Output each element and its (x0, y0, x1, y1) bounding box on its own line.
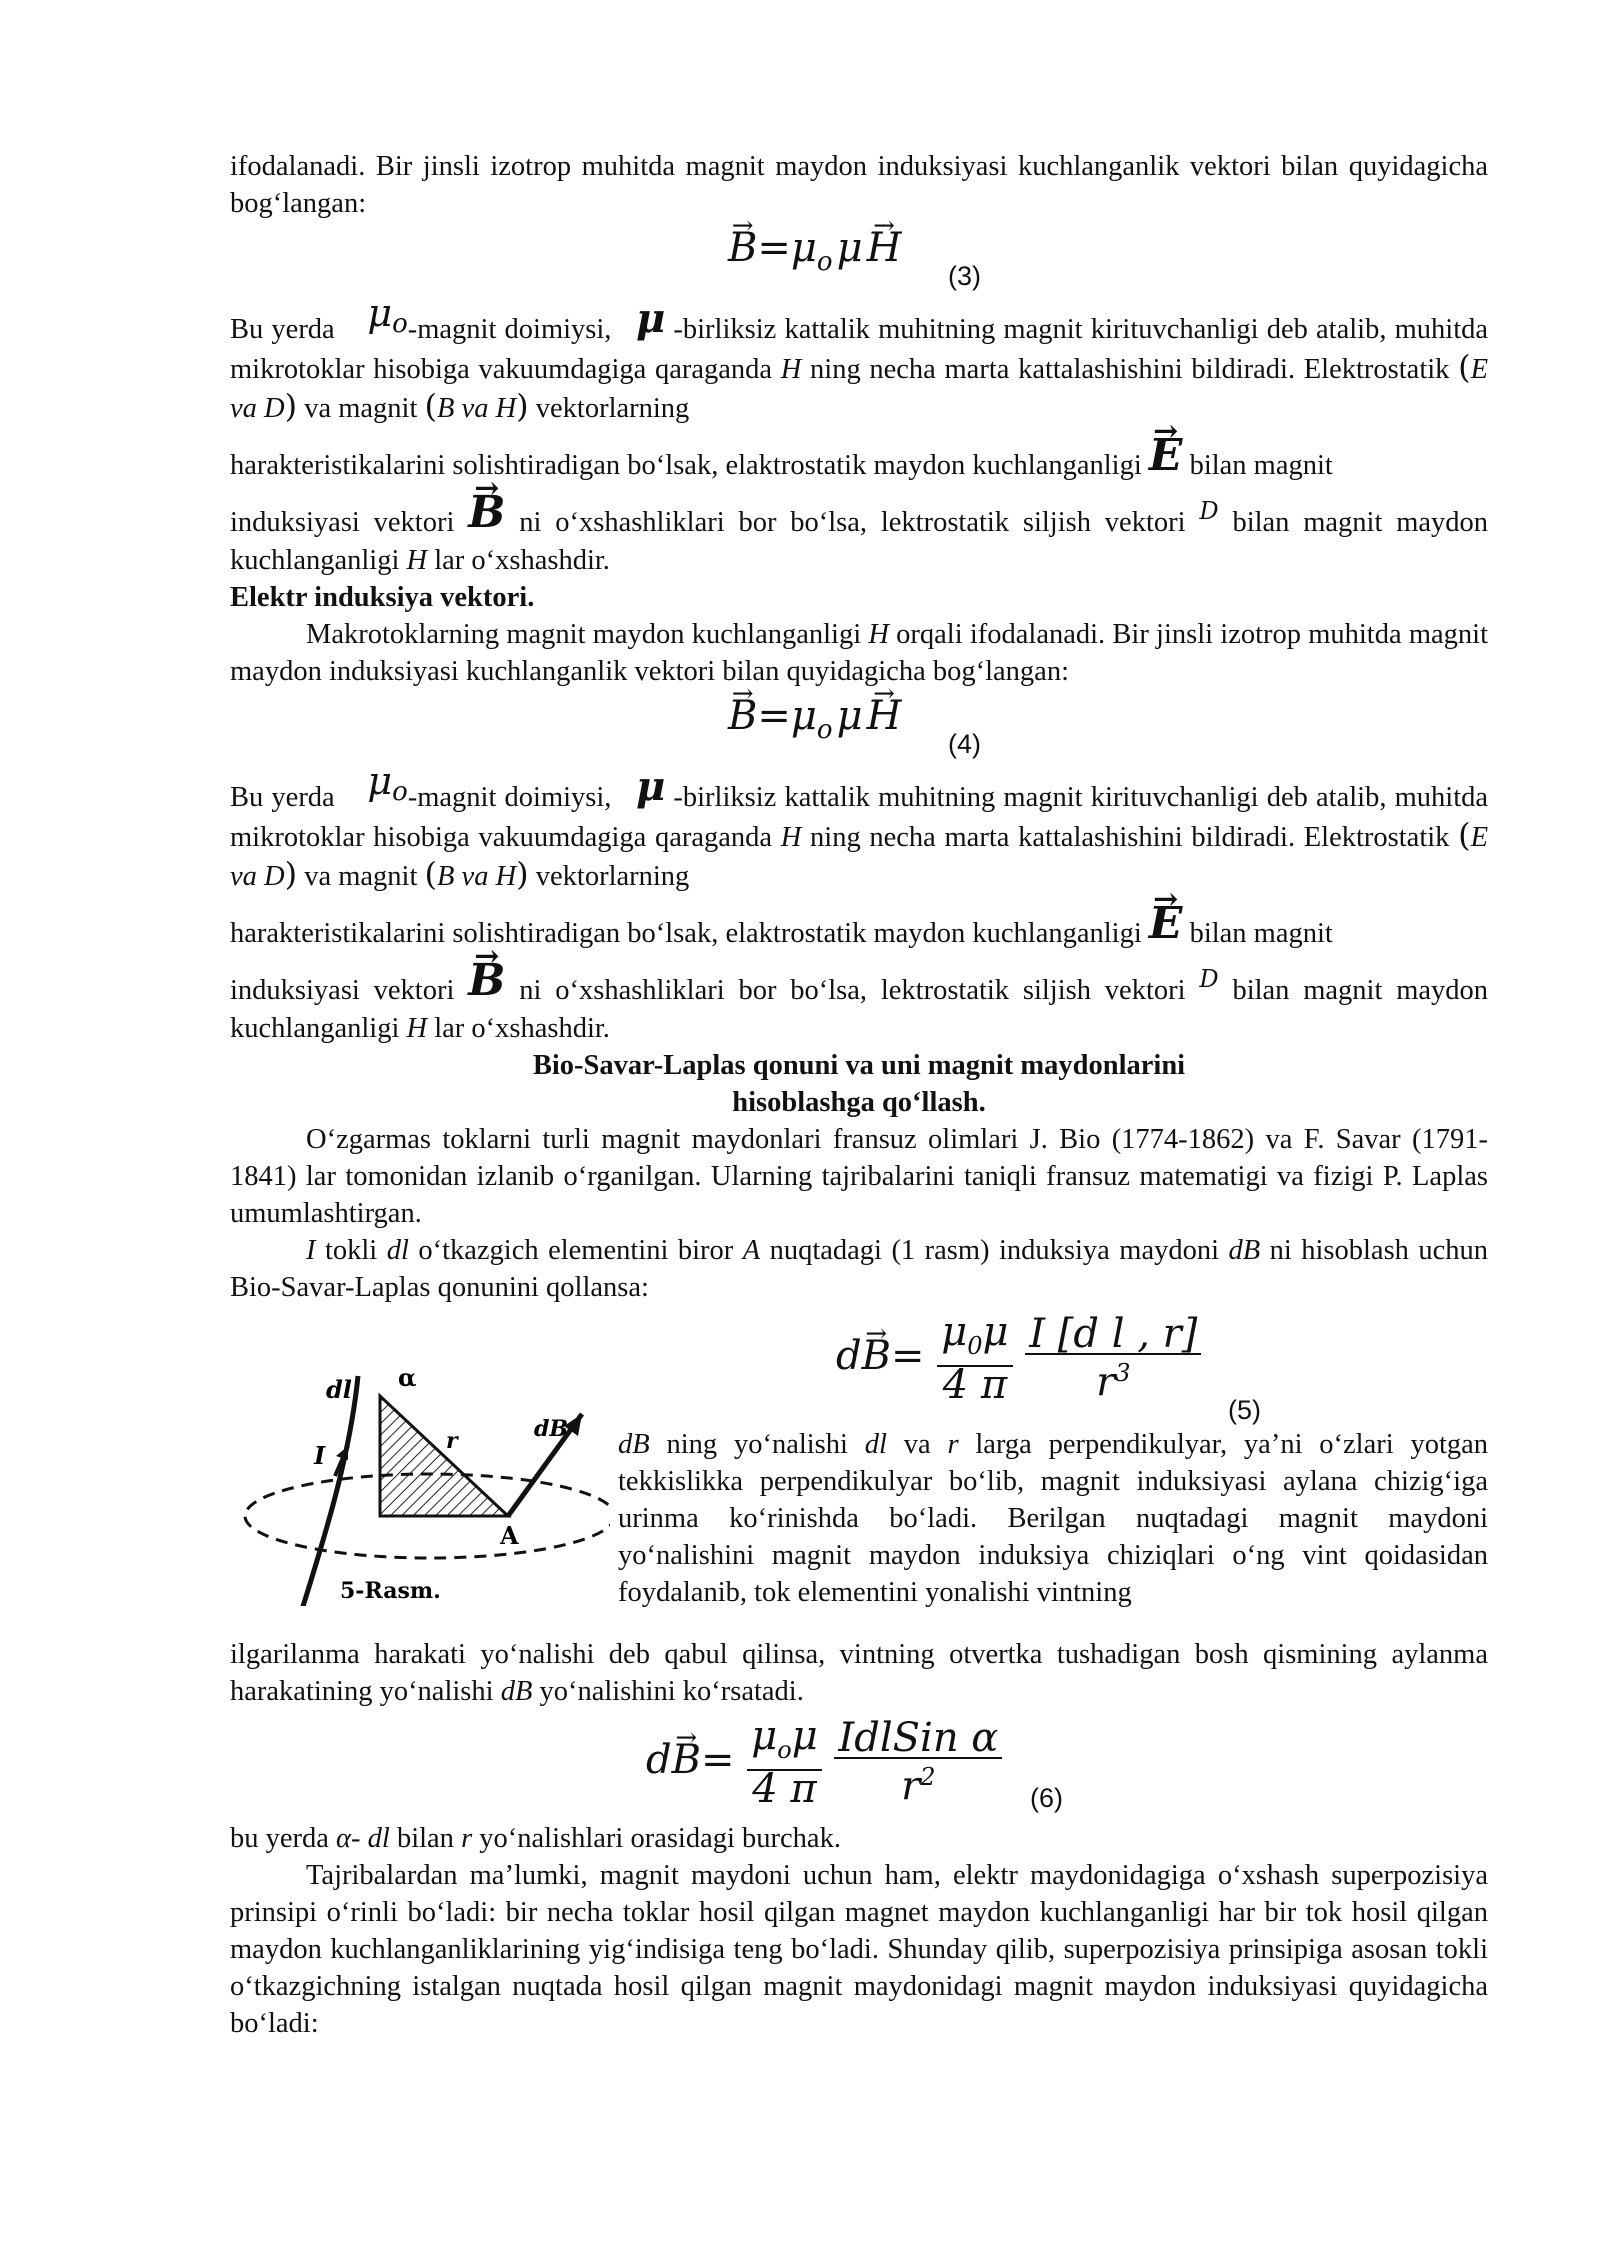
paragraph-bu-yerda: bu yerda α- dl bilan r yo‘nalishlari orasidagi burchak. (230, 1823, 841, 1854)
vector-H: → H (867, 698, 902, 735)
bio-savar-figure (230, 1336, 610, 1606)
paragraph-dB: dB ning yo‘nalishi dl va r larga perpendikulyar, ya’ni o‘zlari yotgan tekkislikka perpendikulyar bo‘lib, magnit induksiyasi aylana chizig‘iga urinma ko‘rinishda bo‘ladi. Berilgan nuqtadagi magnit maydoni yo‘nalishini magnit maydon induksiya chiziqlari o‘ng vint qoidasidan foydalanib, tok elementini yonalishi vintning (618, 1429, 1489, 1608)
equation-3: → $B=\mu_o$ μ→ H (3) (230, 222, 1488, 292)
paragraph-ilgarilanma: ilgarilanma harakati yo‘nalishi deb qabul qilinsa, vintning otvertka tushadigan bosh qismining aylanma harakatining yo‘nalishi dB yo‘nalishini ko‘rsatadi. (230, 1639, 1488, 1707)
heading-elektr-induksiya: Elektr induksiya vektori. (230, 582, 535, 613)
mu-symbol: μ (367, 291, 393, 335)
vector-E: → E (1149, 905, 1183, 942)
label-I: I (314, 1441, 326, 1470)
paragraph-superpozisiya: Tajribalardan ma’lumki, magnit maydoni uchun ham, elektr maydonidagiga o‘xshash superpozisiya prinsipi o‘rinli bo‘ladi: bir necha toklar hosil qilgan magnet maydon kuchlanganligi har bir tok hosil qilgan maydon kuchlanganliklarining yig‘indisiga teng bo‘ladi. Shunday qilib, superpozisiya prinsipiga asosan tokli o‘tkazgichning istalgan nuqtada hosil qilgan magnit maydonidagi magnit maydon induksiyasi quyidagicha bo‘ladi: (230, 1860, 1488, 2039)
label-dl: dl (326, 1375, 352, 1404)
vector-B: → B (468, 494, 505, 531)
document-page (230, 148, 1488, 2042)
paragraph-makrotoklar: Makrotoklarning magnit maydon kuchlanganligi H orqali ifodalanadi. Bir jinsli izotrop muhitda magnit maydon induksiyasi kuchlanganlik vektori bilan quyidagicha bog‘langan: (230, 619, 1488, 687)
mu-symbol: μ (635, 295, 666, 342)
equation-4: → $B=\mu_o$ μ→ H (4) (230, 690, 1488, 760)
mu-symbol: μ (635, 763, 666, 810)
equation-number: (6) (1030, 1783, 1063, 1813)
label-A: A (500, 1521, 519, 1550)
equation-number: (5) (1228, 1395, 1261, 1425)
vector-H: → H (867, 230, 902, 267)
label-alpha: α (398, 1363, 417, 1392)
vector-E: → E (1149, 437, 1183, 474)
paragraph-intro: ifodalanadi. Bir jinsli izotrop muhitda magnit maydon induksiyasi kuchlanganlik vektori bilan quyidagicha bog‘langan: (230, 151, 1488, 219)
equation-number: (3) (948, 261, 981, 291)
paragraph-history: O‘zgarmas toklarni turli magnit maydonlari fransuz olimlari J. Bio (1774-1862) va F. Savar (1791-1841) lar tomonidan izlanib o‘rganilgan. Ularning tajribalarini taniqli fransuz matematigi va fizigi P. Laplas umumlashtirgan. (230, 1124, 1488, 1229)
figure-caption: 5-Rasm. (340, 1578, 441, 1604)
section-heading-cont: hisoblashga qo‘llash. (732, 1087, 986, 1118)
figure-and-equation-5 (230, 1306, 1488, 1636)
vector-B: → B (468, 962, 505, 999)
equation-number: (4) (948, 729, 981, 759)
equation-5: d→ B= $\frac{\mu_0\mu}{4 \pi}$ $\frac{\text{I [d l , r]}}{r^3}$ (836, 1314, 1201, 1404)
vector-B: → B (728, 698, 757, 735)
explanation-block-2: Bu yerda μo-magnit doimiysi, μ -birliksiz kattalik muhitning magnit kirituvchanligi deb atalib, muhitda mikrotoklar hisobiga vakuumdagiga qaraganda H ning necha marta kattalashishini bildiradi. Elektrostatik (E va D) va magnit (B va H) vektorlarning harakteristikalarini solishtiradigan bo‘lsak, elaktrostatik maydon kuchlanganligi → E bilan magnit induksiyasi vektori → B ni o‘xshashliklari bor bo‘lsa, lektrostatik siljish vektori $^D$ bilan magnit maydon kuchlanganligi H lar o‘xshashdir. (230, 774, 1488, 1047)
paragraph-tok: I tokli dl o‘tkazgich elementini biror A nuqtadagi (1 rasm) induksiya maydoni dB ni hisoblash uchun Bio-Savar-Laplas qonunini qollansa: (230, 1235, 1489, 1303)
mu-symbol: μ (367, 759, 393, 803)
label-dB: dB (534, 1416, 568, 1442)
equation-6: d→ B= $\frac{\mu_o\mu}{4 \pi}$ $\frac{\text{IdlSin α}}{r^2}$ (6) (230, 1710, 1488, 1820)
label-r: r (446, 1428, 458, 1454)
section-heading: Bio-Savar-Laplas qonuni va uni magnit maydonlarini (532, 1050, 1186, 1081)
explanation-block-1: Bu yerda μo-magnit doimiysi, μ -birliksiz kattalik muhitning magnit kirituvchanligi deb atalib, muhitda mikrotoklar hisobiga vakuumdagiga qaraganda H ning necha marta kattalashishini bildiradi. Elektrostatik (E va D) va magnit (B va H) vektorlarning harakteristikalarini solishtiradigan bo‘lsak, elaktrostatik maydon kuchlanganligi → E bilan magnit induksiyasi vektori → B ni o‘xshashliklari bor bo‘lsa, lektrostatik siljish vektori $^D$ bilan magnit maydon kuchlanganligi H lar o‘xshashdir. (230, 306, 1488, 579)
vector-B: → B (728, 230, 757, 267)
